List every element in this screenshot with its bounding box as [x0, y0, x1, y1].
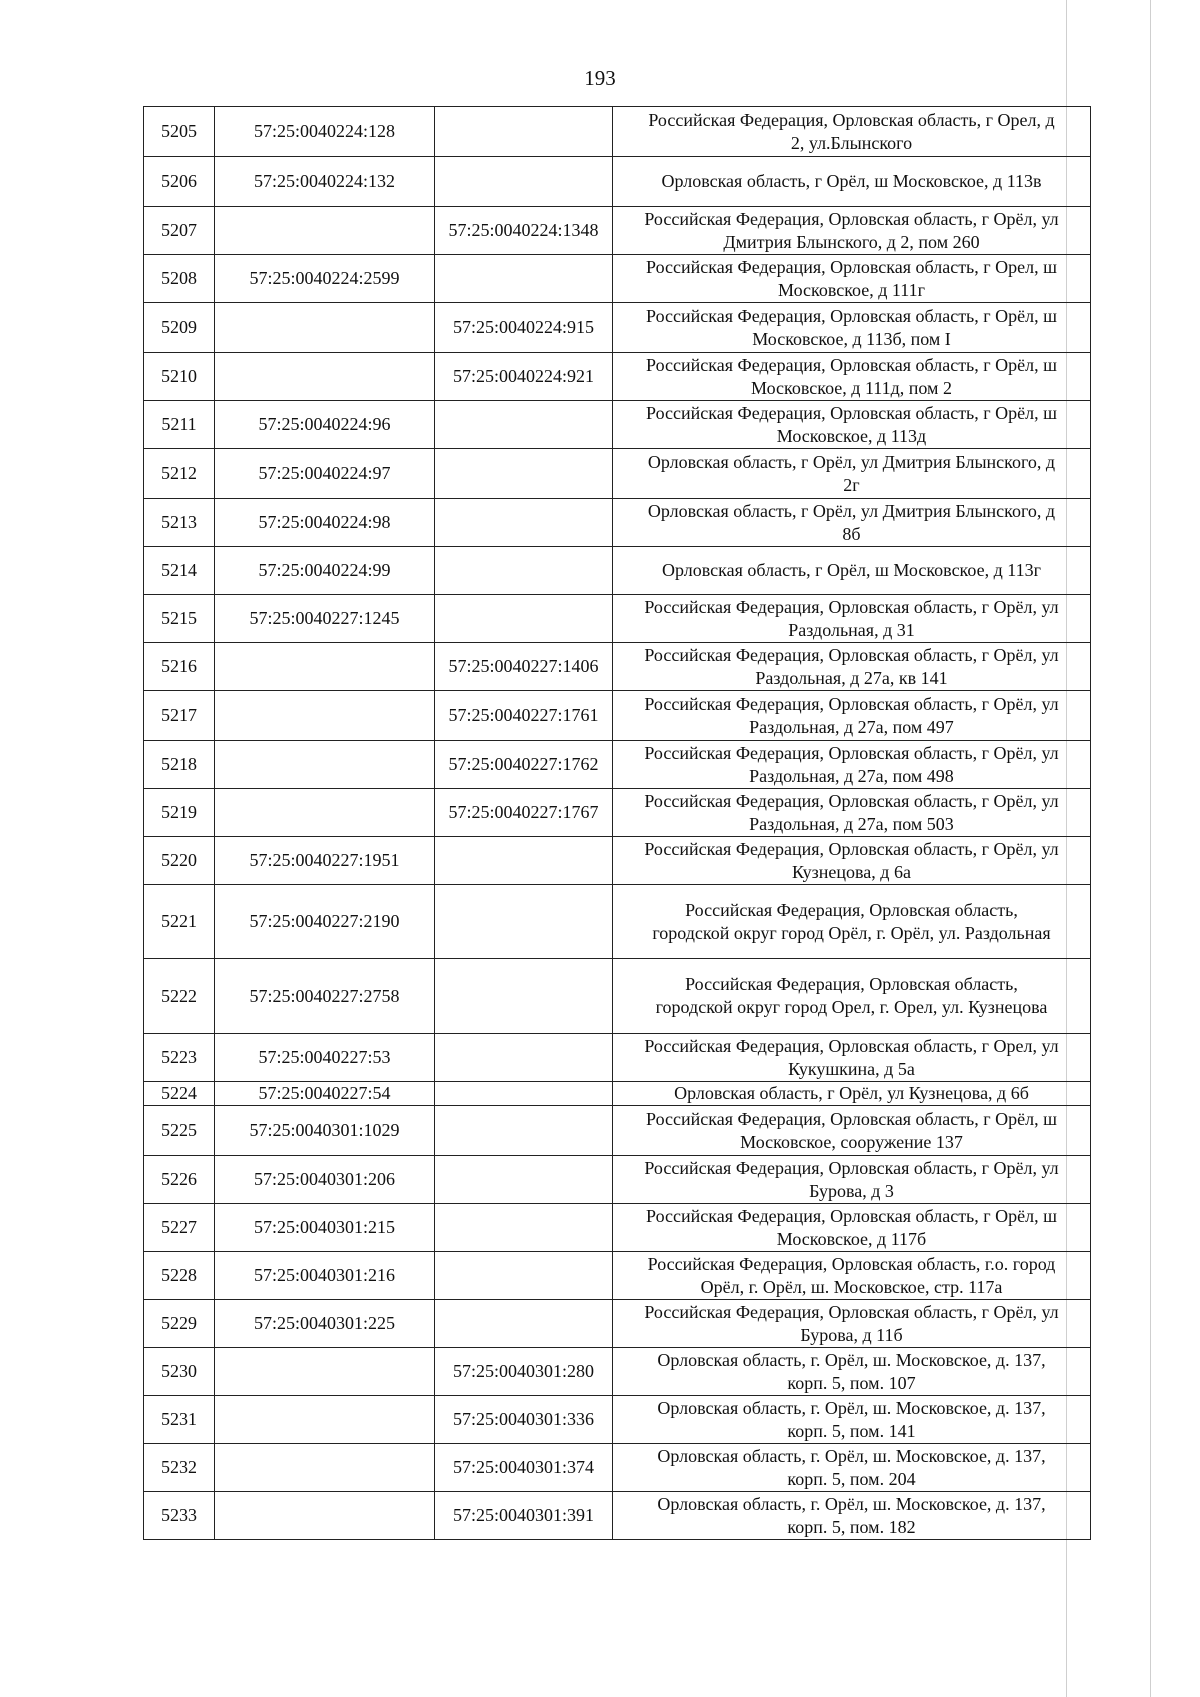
table-row	[144, 1106, 1091, 1156]
table-row	[144, 789, 1091, 837]
address-cell	[613, 1252, 1091, 1300]
cadastral-number-primary	[215, 789, 435, 837]
table-row	[144, 837, 1091, 885]
cadastral-number-primary	[215, 207, 435, 255]
table-row	[144, 1300, 1091, 1348]
cadastral-number-secondary	[435, 1252, 613, 1300]
cadastral-number-primary: 57:25:0040227:2190	[215, 885, 435, 959]
row-number: 5216	[144, 643, 215, 691]
cadastral-number-secondary	[435, 157, 613, 207]
table-row	[144, 353, 1091, 401]
address-cell	[613, 1444, 1091, 1492]
table-row	[144, 1252, 1091, 1300]
address-cell	[613, 741, 1091, 789]
cadastral-number-primary: 57:25:0040224:96	[215, 401, 435, 449]
row-number: 5218	[144, 741, 215, 789]
cadastral-number-primary: 57:25:0040227:1245	[215, 595, 435, 643]
cadastral-number-secondary	[435, 499, 613, 547]
cadastral-number-secondary: 57:25:0040301:391	[435, 1492, 613, 1540]
address-text: Российская Федерация, Орловская область, городской округ город Орёл, г. Орёл, ул. Раздольная	[652, 899, 1051, 943]
table-row	[144, 1034, 1091, 1082]
table-row	[144, 207, 1091, 255]
address-cell	[613, 353, 1091, 401]
table-row	[144, 449, 1091, 499]
address-text: Орловская область, г. Орёл, ш. Московское, д. 137, корп. 5, пом. 182	[657, 1493, 1046, 1537]
address-text: Российская Федерация, Орловская область, г Орёл, ул Раздольная, д 27а, пом 503	[644, 790, 1059, 834]
row-number: 5207	[144, 207, 215, 255]
address-cell	[613, 643, 1091, 691]
cadastral-number-primary: 57:25:0040224:2599	[215, 255, 435, 303]
cadastral-number-secondary	[435, 1034, 613, 1082]
address-cell	[613, 1156, 1091, 1204]
cadastral-number-secondary	[435, 1300, 613, 1348]
table-row	[144, 1492, 1091, 1540]
address-text: Российская Федерация, Орловская область, г Орёл, ул Раздольная, д 27а, кв 141	[644, 644, 1059, 688]
cadastral-number-secondary: 57:25:0040227:1762	[435, 741, 613, 789]
cadastral-number-primary	[215, 643, 435, 691]
row-number: 5210	[144, 353, 215, 401]
table-row	[144, 959, 1091, 1034]
row-number: 5213	[144, 499, 215, 547]
cadastral-number-secondary	[435, 1156, 613, 1204]
address-cell	[613, 1492, 1091, 1540]
cadastral-number-primary: 57:25:0040227:2758	[215, 959, 435, 1034]
address-text: Орловская область, г. Орёл, ш. Московское, д. 137, корп. 5, пом. 107	[657, 1349, 1046, 1393]
address-text: Орловская область, г Орёл, ул Дмитрия Блынского, д 2г	[647, 451, 1056, 495]
cadastral-number-secondary	[435, 959, 613, 1034]
row-number: 5208	[144, 255, 215, 303]
registry-table-body	[144, 107, 1091, 1540]
address-cell	[613, 1204, 1091, 1252]
address-cell	[613, 1082, 1091, 1106]
cadastral-number-primary	[215, 691, 435, 741]
cadastral-number-secondary	[435, 255, 613, 303]
row-number: 5225	[144, 1106, 215, 1156]
address-text: Российская Федерация, Орловская область, г.о. город Орёл, г. Орёл, ш. Московское, стр. 117а	[647, 1253, 1056, 1297]
address-text: Российская Федерация, Орловская область, г Орёл, ш Московское, д 111д, пом 2	[646, 354, 1057, 398]
cadastral-number-secondary	[435, 1204, 613, 1252]
cadastral-number-secondary: 57:25:0040301:336	[435, 1396, 613, 1444]
cadastral-number-primary: 57:25:0040301:1029	[215, 1106, 435, 1156]
cadastral-number-primary: 57:25:0040224:97	[215, 449, 435, 499]
cadastral-number-secondary: 57:25:0040227:1761	[435, 691, 613, 741]
row-number: 5211	[144, 401, 215, 449]
table-row	[144, 1444, 1091, 1492]
cadastral-number-secondary	[435, 1082, 613, 1106]
address-text: Российская Федерация, Орловская область, г Орёл, ул Дмитрия Блынского, д 2, пом 260	[644, 208, 1059, 252]
table-row	[144, 547, 1091, 595]
address-cell	[613, 1106, 1091, 1156]
row-number: 5221	[144, 885, 215, 959]
address-cell	[613, 595, 1091, 643]
address-text: Российская Федерация, Орловская область, г Орёл, ул Раздольная, д 31	[644, 596, 1059, 640]
address-cell	[613, 207, 1091, 255]
table-row	[144, 499, 1091, 547]
cadastral-number-primary: 57:25:0040301:216	[215, 1252, 435, 1300]
table-row	[144, 1082, 1091, 1106]
address-cell	[613, 157, 1091, 207]
cadastral-number-primary: 57:25:0040227:54	[215, 1082, 435, 1106]
table-row	[144, 1156, 1091, 1204]
address-text: Орловская область, г Орёл, ш Московское, д 113в	[661, 171, 1042, 191]
table-row	[144, 1204, 1091, 1252]
page-number: 193	[584, 66, 616, 90]
address-text: Российская Федерация, Орловская область, г Орёл, ул Раздольная, д 27а, пом 498	[644, 742, 1059, 786]
cadastral-number-secondary: 57:25:0040227:1406	[435, 643, 613, 691]
address-text: Российская Федерация, Орловская область, г Орёл, ул Кузнецова, д 6а	[644, 838, 1059, 882]
cadastral-number-secondary: 57:25:0040224:915	[435, 303, 613, 353]
address-cell	[613, 401, 1091, 449]
cadastral-number-primary: 57:25:0040301:225	[215, 1300, 435, 1348]
row-number: 5215	[144, 595, 215, 643]
address-text: Российская Федерация, Орловская область, городской округ город Орел, г. Орел, ул. Кузнецова	[655, 974, 1048, 1017]
cadastral-number-secondary	[435, 885, 613, 959]
cadastral-number-secondary	[435, 837, 613, 885]
table-row	[144, 595, 1091, 643]
row-number: 5217	[144, 691, 215, 741]
address-cell	[613, 1300, 1091, 1348]
address-text: Российская Федерация, Орловская область, г Орёл, ул Бурова, д 11б	[644, 1301, 1059, 1345]
table-row	[144, 1348, 1091, 1396]
cadastral-number-secondary: 57:25:0040224:1348	[435, 207, 613, 255]
address-text: Орловская область, г. Орёл, ш. Московское, д. 137, корп. 5, пом. 141	[657, 1397, 1046, 1441]
row-number: 5212	[144, 449, 215, 499]
cadastral-number-primary: 57:25:0040301:215	[215, 1204, 435, 1252]
table-row	[144, 303, 1091, 353]
address-text: Орловская область, г Орёл, ул Дмитрия Блынского, д 8б	[647, 500, 1056, 544]
cadastral-number-secondary	[435, 401, 613, 449]
table-row	[144, 885, 1091, 959]
table-row	[144, 107, 1091, 157]
cadastral-number-secondary	[435, 107, 613, 157]
address-text: Российская Федерация, Орловская область, г Орел, ш Московское, д 111г	[646, 256, 1057, 300]
row-number: 5206	[144, 157, 215, 207]
cadastral-number-secondary	[435, 449, 613, 499]
row-number: 5220	[144, 837, 215, 885]
address-cell	[613, 1034, 1091, 1082]
cadastral-number-primary: 57:25:0040224:132	[215, 157, 435, 207]
address-cell	[613, 255, 1091, 303]
cadastral-number-secondary	[435, 1106, 613, 1156]
scan-edge-line	[1150, 0, 1151, 1697]
row-number: 5229	[144, 1300, 215, 1348]
address-text: Орловская область, г Орёл, ш Московское, д 113г	[662, 560, 1041, 580]
address-text: Российская Федерация, Орловская область, г Орёл, ш Московское, д 113д	[646, 402, 1057, 446]
cadastral-number-primary	[215, 741, 435, 789]
address-cell	[613, 959, 1091, 1034]
cadastral-number-primary	[215, 303, 435, 353]
address-text: Российская Федерация, Орловская область, г Орел, ул Кукушкина, д 5а	[644, 1035, 1059, 1079]
table-row	[144, 157, 1091, 207]
row-number: 5232	[144, 1444, 215, 1492]
cadastral-number-primary	[215, 1492, 435, 1540]
cadastral-number-primary: 57:25:0040224:99	[215, 547, 435, 595]
row-number: 5226	[144, 1156, 215, 1204]
row-number: 5233	[144, 1492, 215, 1540]
address-cell	[613, 837, 1091, 885]
table-row	[144, 741, 1091, 789]
row-number: 5222	[144, 959, 215, 1034]
address-cell	[613, 1396, 1091, 1444]
address-cell	[613, 789, 1091, 837]
row-number: 5205	[144, 107, 215, 157]
address-cell	[613, 547, 1091, 595]
row-number: 5227	[144, 1204, 215, 1252]
cadastral-number-primary: 57:25:0040227:1951	[215, 837, 435, 885]
address-cell	[613, 499, 1091, 547]
cadastral-number-primary: 57:25:0040227:53	[215, 1034, 435, 1082]
cadastral-number-primary: 57:25:0040224:98	[215, 499, 435, 547]
address-cell	[613, 107, 1091, 157]
address-text: Российская Федерация, Орловская область, г Орёл, ул Бурова, д 3	[644, 1157, 1059, 1201]
table-row	[144, 401, 1091, 449]
table-row	[144, 255, 1091, 303]
row-number: 5223	[144, 1034, 215, 1082]
address-text: Российская Федерация, Орловская область, г Орёл, ш Московское, д 117б	[646, 1205, 1057, 1249]
cadastral-number-secondary: 57:25:0040224:921	[435, 353, 613, 401]
cadastral-number-primary: 57:25:0040301:206	[215, 1156, 435, 1204]
table-row	[144, 643, 1091, 691]
row-number: 5230	[144, 1348, 215, 1396]
address-text: Российская Федерация, Орловская область, г Орёл, ш Московское, сооружение 137	[646, 1108, 1057, 1152]
registry-table	[143, 106, 1091, 1540]
cadastral-number-secondary	[435, 547, 613, 595]
address-text: Российская Федерация, Орловская область, г Орёл, ш Московское, д 113б, пом I	[646, 305, 1057, 349]
cadastral-number-secondary: 57:25:0040227:1767	[435, 789, 613, 837]
cadastral-number-secondary: 57:25:0040301:280	[435, 1348, 613, 1396]
address-text: Российская Федерация, Орловская область, г Орёл, ул Раздольная, д 27а, пом 497	[644, 693, 1059, 737]
address-cell	[613, 691, 1091, 741]
table-row	[144, 691, 1091, 741]
address-text: Орловская область, г Орёл, ул Кузнецова, д 6б	[674, 1083, 1029, 1103]
cadastral-number-primary	[215, 353, 435, 401]
cadastral-number-secondary	[435, 595, 613, 643]
cadastral-number-primary	[215, 1444, 435, 1492]
cadastral-number-primary	[215, 1396, 435, 1444]
row-number: 5224	[144, 1082, 215, 1106]
address-text: Орловская область, г. Орёл, ш. Московское, д. 137, корп. 5, пом. 204	[657, 1445, 1046, 1489]
address-cell	[613, 449, 1091, 499]
address-cell	[613, 885, 1091, 959]
cadastral-number-primary: 57:25:0040224:128	[215, 107, 435, 157]
row-number: 5219	[144, 789, 215, 837]
address-cell	[613, 1348, 1091, 1396]
row-number: 5214	[144, 547, 215, 595]
row-number: 5231	[144, 1396, 215, 1444]
address-cell	[613, 303, 1091, 353]
row-number: 5209	[144, 303, 215, 353]
row-number: 5228	[144, 1252, 215, 1300]
table-row	[144, 1396, 1091, 1444]
cadastral-number-secondary: 57:25:0040301:374	[435, 1444, 613, 1492]
address-text: Российская Федерация, Орловская область, г Орел, д 2, ул.Блынского	[648, 109, 1055, 153]
cadastral-number-primary	[215, 1348, 435, 1396]
